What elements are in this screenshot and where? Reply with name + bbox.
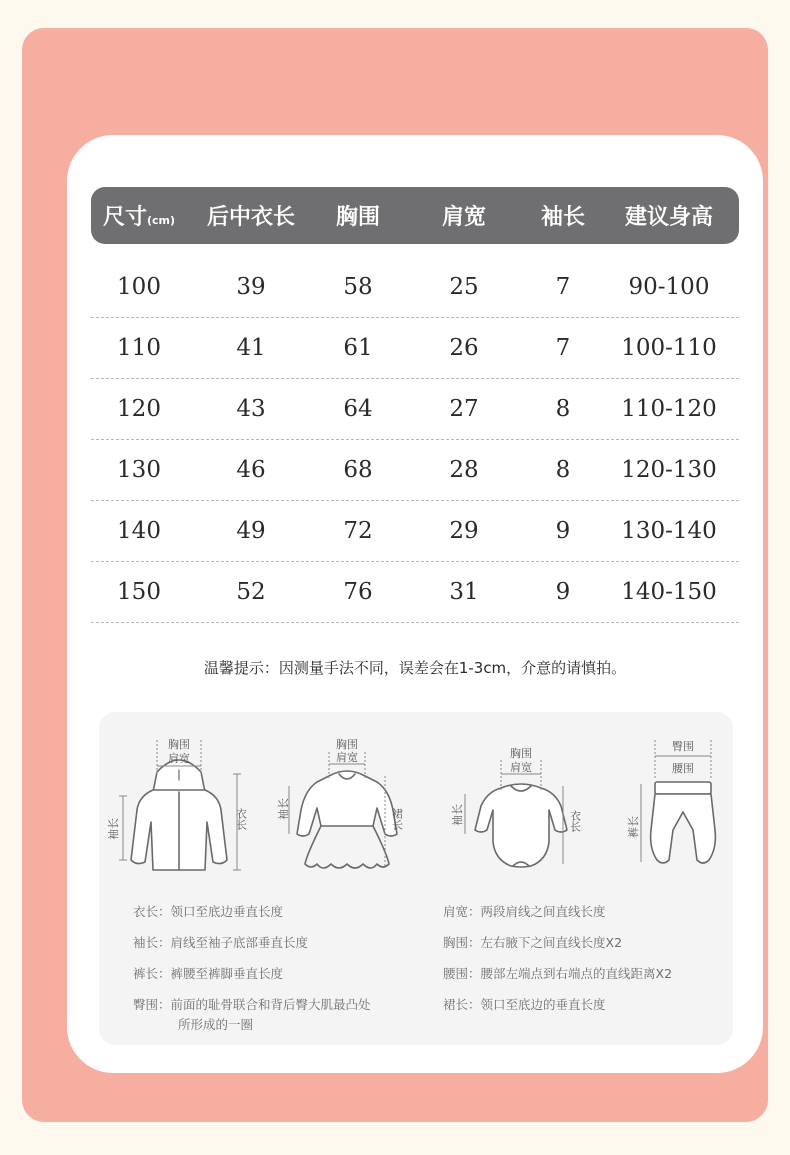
cell-height: 90-100 [628,274,710,300]
header-size: 尺寸(cm) [102,205,176,230]
cell-chest: 58 [343,274,373,300]
cell-chest: 61 [343,335,373,361]
cell-size: 120 [117,396,161,422]
definition-pants-length: 裤长：裤腰至裤脚垂直长度 [133,966,284,981]
dress-sleeve-label: 袖长 [277,798,290,820]
jacket-chest-label: 胸围 [168,738,190,751]
cell-height: 140-150 [621,579,717,605]
jacket-shoulder-label: 肩宽 [168,752,190,765]
table-row [91,501,739,562]
cell-back-length: 39 [236,274,266,300]
size-chart-card [67,135,763,1073]
table-row [91,562,739,623]
cell-sleeve: 8 [555,457,571,483]
table-row [91,379,739,440]
cell-shoulder: 29 [449,518,479,544]
cell-sleeve: 8 [555,396,571,422]
dress-diagram-icon [277,730,417,880]
definition-sleeve: 袖长：肩线至袖子底部垂直长度 [133,935,309,950]
definition-waist: 腰围：腰部左端点到右端点的直线距离X2 [443,966,673,981]
cell-height: 100-110 [621,335,717,361]
cell-sleeve: 9 [555,518,571,544]
cell-shoulder: 25 [449,274,479,300]
definition-length: 衣长：领口至底边垂直长度 [133,904,284,919]
cell-size: 140 [117,518,161,544]
header-back-length: 后中衣长 [206,205,295,230]
pants-length-label: 裤长 [627,816,640,838]
cell-height: 110-120 [621,396,717,422]
romper-length-label: 衣长 [568,810,582,832]
header-chest: 胸围 [335,205,380,230]
table-header [91,187,739,244]
cell-size: 110 [117,335,161,361]
dress-chest-label: 胸围 [336,738,358,751]
romper-shoulder-label: 肩宽 [510,761,532,774]
cell-sleeve: 7 [555,335,571,361]
cell-size: 150 [117,579,161,605]
romper-diagram-icon [451,730,591,880]
table-body [91,257,739,623]
cell-back-length: 46 [236,457,266,483]
definition-hip: 臀围：前面的耻骨联合和背后臀大肌最凸处 所形成的一圈 [133,997,371,1032]
header-height: 建议身高 [624,205,713,230]
cell-chest: 76 [343,579,373,605]
definition-skirt: 裙长：领口至底边的垂直长度 [443,997,606,1012]
cell-shoulder: 27 [449,396,479,422]
measurement-guide-panel [99,712,733,1045]
cell-shoulder: 31 [449,579,479,605]
romper-chest-label: 胸围 [510,747,532,760]
cell-back-length: 41 [236,335,266,361]
cell-height: 130-140 [621,518,717,544]
pants-diagram-icon [613,730,723,880]
header-shoulder: 肩宽 [441,205,486,230]
cell-back-length: 49 [236,518,266,544]
jacket-diagram-icon [109,730,249,880]
definition-chest: 胸围：左右腋下之间直线长度X2 [443,935,623,950]
dress-skirt-label: 裙长 [390,808,404,830]
romper-sleeve-label: 袖长 [451,804,464,826]
measurement-tip: 温馨提示：因测量手法不同，误差会在1-3cm，介意的请慎拍。 [203,659,627,677]
cell-height: 120-130 [621,457,717,483]
jacket-sleeve-label: 袖长 [107,818,120,840]
cell-back-length: 52 [236,579,266,605]
table-row [91,440,739,501]
cell-chest: 68 [343,457,373,483]
cell-sleeve: 7 [555,274,571,300]
definition-shoulder: 肩宽：两段肩线之间直线长度 [443,904,606,919]
jacket-length-label: 衣长 [234,808,248,830]
cell-sleeve: 9 [555,579,571,605]
table-row [91,257,739,318]
dress-shoulder-label: 肩宽 [336,751,358,764]
cell-shoulder: 26 [449,335,479,361]
cell-size: 130 [117,457,161,483]
pants-waist-label: 腰围 [672,762,694,775]
cell-shoulder: 28 [449,457,479,483]
header-sleeve: 袖长 [540,205,585,230]
cell-back-length: 43 [236,396,266,422]
outer-frame [22,28,768,1122]
cell-chest: 64 [343,396,373,422]
pants-hip-label: 臀围 [672,740,694,753]
table-row [91,318,739,379]
cell-size: 100 [117,274,161,300]
cell-chest: 72 [343,518,373,544]
